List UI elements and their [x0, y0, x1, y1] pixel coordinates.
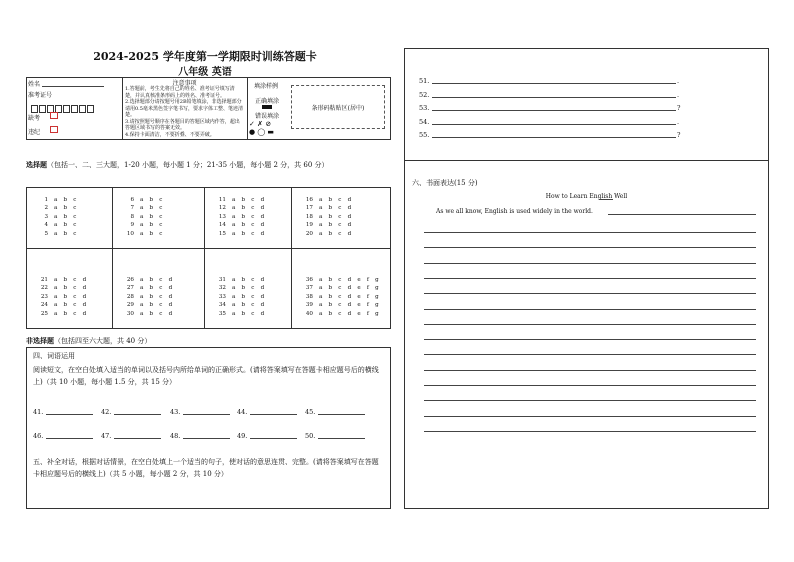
mc-question-row[interactable]	[116, 196, 165, 204]
mc-question-number: 5	[44, 230, 48, 237]
mc-question-number: 34	[218, 302, 226, 309]
answer-blank[interactable]	[46, 438, 93, 439]
mc-question-row[interactable]	[208, 284, 266, 292]
dialogue-item-label: 54.	[419, 117, 430, 126]
mc-question-row[interactable]	[30, 301, 88, 309]
mc-options: a b c d	[232, 310, 267, 317]
mc-question-number: 40	[305, 310, 313, 317]
blank-label: 41.	[33, 408, 44, 416]
mc-options: a b c d	[319, 230, 354, 237]
mc-question-row[interactable]	[295, 213, 353, 221]
mc-options: a b c	[140, 197, 165, 203]
answer-blank[interactable]	[46, 414, 93, 415]
wrong-fill-label: 错误填涂	[255, 113, 280, 120]
dialogue-ending-punct: ?	[677, 104, 681, 112]
mc-question-row[interactable]	[295, 276, 381, 284]
correct-fill-label: 正确填涂	[255, 98, 280, 105]
mc-options: a b c d	[54, 293, 89, 300]
mc-question-row[interactable]	[208, 293, 266, 301]
mc-group-2	[116, 196, 165, 238]
mc-question-number: 18	[305, 213, 313, 220]
exam-id-boxes[interactable]	[31, 98, 95, 117]
mc-question-number: 32	[218, 285, 226, 292]
dialogue-answer-line[interactable]	[432, 137, 676, 138]
filled-dot-icon: ●	[249, 128, 256, 136]
dialogue-ending-punct: .	[677, 90, 680, 99]
mc-options: a b c d	[140, 285, 175, 292]
mc-question-number: 13	[218, 213, 226, 220]
mc-question-number: 24	[40, 302, 48, 309]
mc-question-number: 31	[218, 277, 226, 283]
violation-label: 违纪	[28, 129, 41, 136]
answer-blank[interactable]	[318, 414, 365, 415]
mc-question-number: 16	[305, 197, 313, 203]
mc-question-row[interactable]	[116, 230, 165, 238]
essay-line[interactable]	[424, 416, 756, 417]
essay-line[interactable]	[424, 293, 756, 294]
mc-question-number: 33	[218, 293, 226, 300]
mc-question-row[interactable]	[30, 310, 88, 318]
note-item: 4.保持卡面清洁，不要折叠、不要弄破。	[125, 131, 215, 138]
answer-blank[interactable]	[114, 438, 161, 439]
mc-question-row[interactable]	[295, 310, 381, 318]
mc-question-number: 29	[126, 302, 134, 309]
mc-question-number: 22	[40, 285, 48, 292]
essay-title-underline	[599, 199, 613, 200]
card-title: 2024-2025 学年度第一学期限时训练答题卡	[93, 50, 317, 63]
essay-title: How to Learn English Well	[545, 193, 628, 200]
note-item: 2.选择题部分请按题号用2B铅笔填涂，非选择题部分请用0.5毫米黑色签字笔书写，要求字体工整、笔迹清楚。	[125, 99, 243, 118]
mc-question-row[interactable]	[208, 276, 266, 284]
mc-question-number: 4	[44, 222, 48, 229]
mc-question-row[interactable]	[295, 204, 353, 212]
essay-line[interactable]	[424, 400, 756, 401]
mc-question-row[interactable]	[30, 221, 79, 229]
mc-question-number: 27	[126, 285, 134, 292]
note-item: 1.答题前，考生先将自己的姓名、准考证号填写清楚，并认真核准条形码上的姓名、准考证号。	[125, 86, 235, 99]
mc-group-7	[208, 276, 266, 318]
mc-options: a b c d	[140, 293, 175, 300]
blank-label: 46.	[33, 432, 44, 440]
mc-options: a b c d	[232, 277, 267, 283]
dialogue-answer-line[interactable]	[432, 110, 676, 111]
fill-example-title: 填涂样例	[254, 83, 279, 90]
dialogue-ending-punct: ?	[677, 131, 681, 139]
mc-options: a b c d e f g	[319, 310, 381, 317]
mc-question-number: 14	[218, 222, 226, 229]
barcode-label: 条形码粘贴区(居中)	[311, 104, 365, 112]
blank-label: 45.	[305, 408, 316, 416]
essay-start: As we all know, English is used widely in the world.	[436, 208, 593, 215]
mc-question-number: 6	[130, 197, 134, 203]
check-mark-icon: ✓	[249, 120, 255, 128]
mc-question-number: 35	[218, 310, 226, 317]
mc-options: a b c	[54, 213, 79, 220]
dialogue-ending-punct: .	[677, 77, 680, 85]
mc-question-number: 38	[305, 293, 313, 300]
essay-line[interactable]	[424, 263, 756, 264]
mc-options: a b c d e f g	[319, 277, 381, 283]
dialogue-answer-line[interactable]	[432, 124, 676, 125]
mc-question-row[interactable]	[295, 293, 381, 301]
mc-group-4	[295, 196, 353, 238]
mc-question-row[interactable]	[208, 310, 266, 318]
mc-options: a b c	[54, 230, 79, 237]
mc-group-3	[208, 196, 266, 238]
mc-options: a b c d	[232, 302, 267, 309]
mc-question-row[interactable]	[30, 204, 79, 212]
dialogue-item-label: 52.	[419, 90, 430, 99]
mc-options: a b c d	[140, 310, 175, 317]
mc-options: a b c d	[319, 213, 354, 220]
mc-question-number: 39	[305, 302, 313, 309]
mc-question-number: 20	[305, 230, 313, 237]
mc-question-number: 26	[126, 277, 134, 283]
mc-group-5	[30, 276, 88, 318]
essay-line[interactable]	[424, 247, 756, 248]
essay-line[interactable]	[424, 324, 756, 325]
mc-question-number: 15	[218, 230, 226, 237]
answer-blank[interactable]	[250, 438, 297, 439]
mc-question-row[interactable]	[208, 221, 266, 229]
dialogue-answer-line[interactable]	[432, 97, 676, 98]
mc-question-row[interactable]	[116, 276, 174, 284]
mc-options: a b c	[140, 205, 165, 212]
mc-question-number: 1	[44, 197, 48, 203]
mc-question-row[interactable]	[116, 204, 165, 212]
mc-options: a b c	[140, 222, 165, 229]
absent-checkbox[interactable]	[50, 112, 58, 119]
mc-options: a b c d	[232, 285, 267, 292]
essay-line[interactable]	[424, 354, 756, 355]
answer-blank[interactable]	[114, 414, 161, 415]
blank-label: 49.	[237, 432, 248, 440]
absent-label: 缺考	[28, 115, 41, 122]
mc-options: a b c	[140, 230, 165, 237]
mc-question-row[interactable]	[295, 230, 353, 238]
mc-options: a b c d	[54, 277, 89, 283]
mc-group-6	[116, 276, 174, 318]
mc-question-number: 36	[305, 277, 313, 283]
dash-icon: ▬	[267, 128, 275, 136]
mc-question-number: 30	[126, 310, 134, 317]
mc-options: a b c	[140, 213, 165, 220]
section5-desc: 五、补全对话，根据对话情景，在空白处填上一个适当的句子，使对话的意思连贯、完整。(请将答案填写在答题卡相应题号后的横线上)（共 5 小题，每小题 2 分，共 10 分）	[33, 458, 379, 478]
mc-question-row[interactable]	[116, 310, 174, 318]
essay-line-0[interactable]	[608, 214, 756, 215]
card-subtitle: 八年级 英语	[178, 67, 232, 78]
mc-options: a b c d	[54, 285, 89, 292]
mc-options: a b c d	[232, 197, 267, 203]
mc-options: a b c	[54, 222, 79, 229]
mc-question-row[interactable]	[208, 196, 266, 204]
wrong-fill-samples	[249, 120, 274, 136]
answer-blank[interactable]	[318, 438, 365, 439]
nonmc-header: 非选择题（包括四至六大题，共 40 分）	[26, 336, 152, 345]
dialogue-item-label: 53.	[419, 104, 430, 112]
note-item: 3.请按照题号顺序在各题目的答题区域内作答，超出答题区域书写的答案无效。	[125, 118, 240, 131]
dialogue-answer-line[interactable]	[432, 83, 676, 84]
mc-question-number: 37	[305, 285, 313, 292]
oval-icon: ◯	[257, 128, 266, 136]
essay-line[interactable]	[424, 431, 756, 432]
mc-question-number: 9	[130, 222, 134, 229]
mc-question-row[interactable]	[208, 301, 266, 309]
mc-question-row[interactable]	[116, 284, 174, 292]
mc-question-row[interactable]	[30, 293, 88, 301]
essay-line[interactable]	[424, 339, 756, 340]
blank-label: 47.	[101, 432, 112, 440]
mc-question-row[interactable]	[208, 230, 266, 238]
blank-label: 50.	[305, 432, 316, 440]
section4-desc: 阅读短文，在空白处填入适当的单词以及括号内所给单词的正确形式。(请将答案填写在答题卡相应题号后的横线上)（共 10 小题，每小题 1.5 分，共 15 分）	[33, 366, 379, 386]
mc-question-row[interactable]	[116, 213, 165, 221]
essay-line[interactable]	[424, 385, 756, 386]
dialogue-ending-punct: .	[677, 117, 680, 126]
mc-question-number: 23	[40, 293, 48, 300]
mc-question-row[interactable]	[208, 213, 266, 221]
mc-question-row[interactable]	[30, 230, 79, 238]
mc-options: a b c d e f g	[319, 285, 381, 292]
dialogue-item-label: 51.	[419, 77, 430, 85]
mc-options: a b c d e f g	[319, 293, 381, 300]
mc-question-row[interactable]	[30, 213, 79, 221]
answer-blank[interactable]	[183, 414, 230, 415]
answer-blank[interactable]	[183, 438, 230, 439]
mc-options: a b c	[54, 205, 79, 212]
essay-line[interactable]	[424, 232, 756, 233]
mc-question-number: 25	[40, 310, 48, 317]
blank-label: 48.	[170, 432, 181, 440]
mc-section-header: 选择题（包括一、二、三大题，1-20 小题，每小题 1 分；21-35 小题，每小题 2 分，共 60 分）	[26, 160, 329, 169]
barcode-area	[291, 85, 385, 129]
mc-options: a b c d	[232, 293, 267, 300]
mc-options: a b c d e f g	[319, 302, 381, 309]
mc-options: a b c d	[232, 222, 267, 229]
section6-title: 六、书面表达(15 分)	[412, 179, 478, 187]
mc-question-number: 2	[44, 205, 48, 212]
mc-options: a b c d	[232, 230, 267, 237]
mc-question-row[interactable]	[208, 204, 266, 212]
mc-options: a b c d	[319, 197, 354, 203]
mc-question-number: 12	[218, 205, 226, 212]
mc-options: a b c d	[140, 277, 175, 283]
cross-mark-icon: ✗	[257, 120, 263, 128]
mc-question-number: 7	[130, 205, 134, 212]
mc-options: a b c d	[140, 302, 175, 309]
mc-question-row[interactable]	[116, 293, 174, 301]
mc-options: a b c d	[54, 310, 89, 317]
notes-title: 注意事项	[172, 80, 197, 87]
blank-label: 44.	[237, 408, 248, 416]
mc-question-row[interactable]	[30, 284, 88, 292]
name-label: 姓名	[28, 81, 41, 88]
essay-line[interactable]	[424, 370, 756, 371]
mc-options: a b c d	[232, 213, 267, 220]
slash-icon: ⊘	[265, 120, 272, 128]
blank-label: 42.	[101, 408, 112, 416]
mc-question-row[interactable]	[116, 221, 165, 229]
mc-question-number: 21	[40, 277, 48, 283]
mc-options: a b c d	[319, 205, 354, 212]
mc-question-row[interactable]	[295, 284, 381, 292]
mc-options: a b c d	[319, 222, 354, 229]
mc-question-row[interactable]	[295, 196, 353, 204]
essay-line[interactable]	[424, 278, 756, 279]
mc-question-row[interactable]	[116, 301, 174, 309]
mc-question-number: 17	[305, 205, 313, 212]
exam-id-label: 准考证号	[28, 92, 53, 99]
correct-fill-sample	[262, 105, 272, 109]
mc-options: a b c d	[232, 205, 267, 212]
blank-label: 43.	[170, 408, 181, 416]
essay-line[interactable]	[424, 309, 756, 310]
section4-title: 四、词语运用	[33, 352, 75, 360]
notes-list	[125, 86, 244, 138]
name-field[interactable]	[42, 86, 104, 87]
mc-question-row[interactable]	[30, 276, 88, 284]
mc-question-number: 8	[130, 213, 134, 220]
mc-question-row[interactable]	[295, 221, 353, 229]
mc-options: a b c	[54, 197, 79, 203]
dialogue-item-label: 55.	[419, 131, 430, 139]
mc-question-number: 11	[218, 197, 226, 203]
mc-question-number: 19	[305, 222, 313, 229]
mc-group-8	[295, 276, 381, 318]
answer-blank[interactable]	[250, 414, 297, 415]
mc-question-number: 10	[126, 230, 134, 237]
mc-group-1	[30, 196, 79, 238]
mc-question-row[interactable]	[30, 196, 79, 204]
mc-question-number: 3	[44, 213, 48, 220]
violation-checkbox[interactable]	[50, 126, 58, 133]
mc-question-row[interactable]	[295, 301, 381, 309]
mc-question-number: 28	[126, 293, 134, 300]
mc-options: a b c d	[54, 302, 89, 309]
